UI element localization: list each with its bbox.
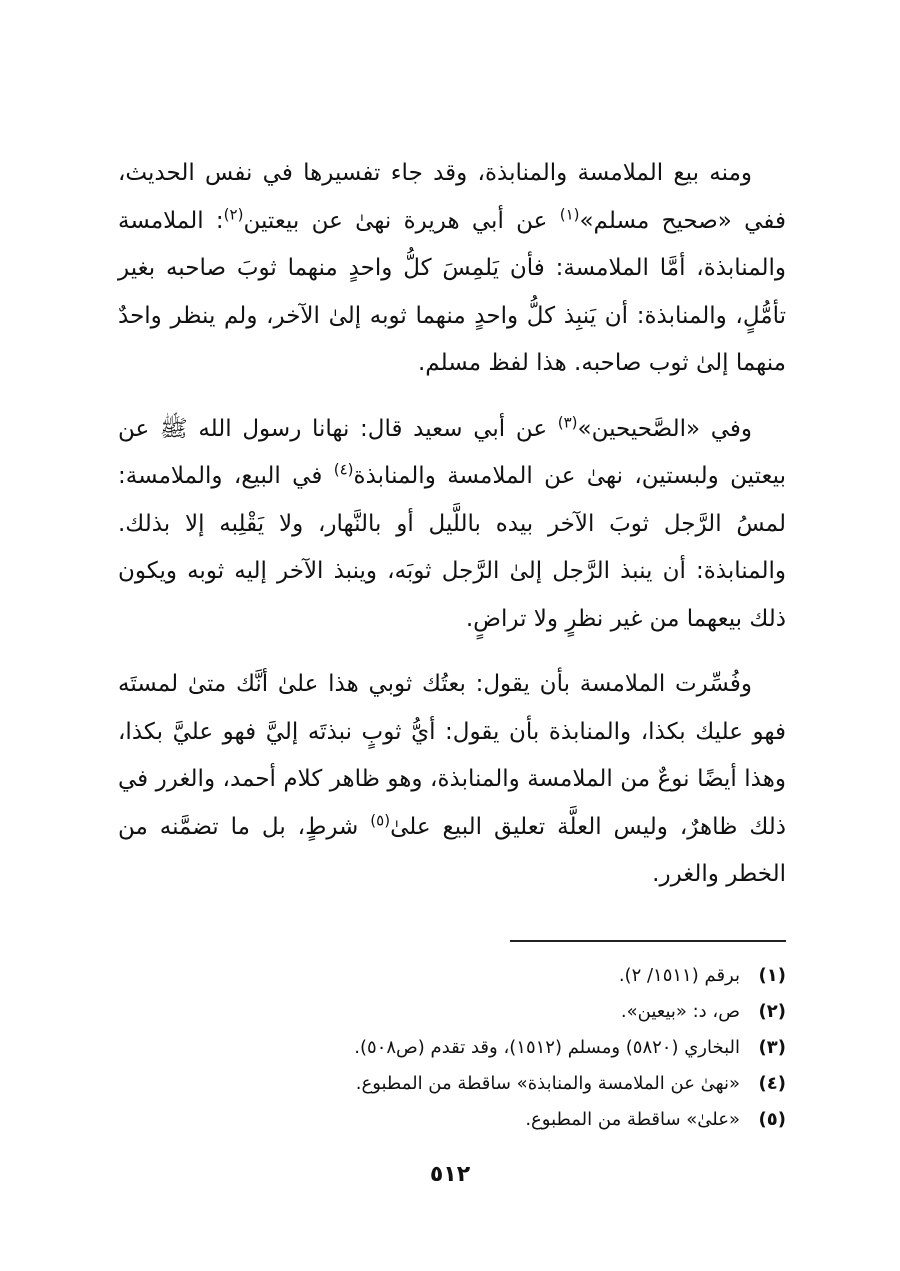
footnote [118,958,786,994]
footnote [118,1066,786,1102]
text-segment: ومنه بيع الملامسة والمنابذة، وقد جاء تفسيرها في نفس الحديث، ففي «صحيح مسلم» [118,160,786,234]
footnote-reference: (٣) [557,412,578,431]
footnote-text: برقم (١٥١١/ ٢). [618,965,740,986]
footnote-number: (٢) [758,1001,786,1022]
paragraph [118,661,786,899]
footnote-text: «نهىٰ عن الملامسة والمنابذة» ساقطة من المطبوع. [355,1073,740,1094]
footnote-divider [510,940,786,942]
footnote-reference: (٥) [370,810,391,829]
footnote-text: ص، د: «بيعين». [620,1001,740,1022]
footnote-reference: (١) [559,204,580,223]
footnote [118,994,786,1030]
footnote-number: (٣) [758,1037,786,1058]
footnote-number: (١) [758,965,786,986]
text-segment: عن أبي هريرة نهىٰ عن بيعتين [243,207,560,234]
footnotes [118,958,786,1138]
text-segment: : الملامسة والمنابذة، أمَّا الملامسة: فأن يَلمِسَ كلُّ واحدٍ منهما ثوبَ صاحبه بغير تأمُّلٍ، والمنابذة: أن يَنبِذ كلُّ واحدٍ منهما ثوبه إلىٰ الآخر، ولم ينظر واحدٌ منهما إلىٰ ثوب صاحبه. هذا لفظ مسلم. [118,207,786,376]
main-text [118,150,786,917]
footnote-number: (٥) [758,1109,786,1130]
text-segment: وفي «الصَّحيحين» [577,415,752,442]
text-segment: وفُسِّرت الملامسة بأن يقول: بعتُك ثوبي هذا علىٰ أنَّك متىٰ لمستَه فهو عليك بكذا، والمنابذة بأن يقول: أيُّ ثوبٍ نبذتَه إليَّ فهو عليَّ بكذا، وهذا أيضًا نوعٌ من الملامسة والمنابذة، وهو ظاهر كلام أحمد، والغرر في ذلك ظاهرٌ، وليس العلَّة تعليق البيع علىٰ [118,671,786,840]
page-number: ٥١٢ [429,1162,471,1187]
text-segment: شرطٍ، بل ما تضمَّنه من الخطر والغرر. [118,813,786,887]
text-segment: عن أبي سعيد قال: نهانا رسول الله ﷺ عن بيعتين ولبستين، نهىٰ عن الملامسة والمنابذة [118,415,786,489]
footnote [118,1102,786,1138]
paragraph [118,150,786,388]
footnote [118,1030,786,1066]
footnote-text: البخاري (٥٨٢٠) ومسلم (١٥١٢)، وقد تقدم (ص٥٠٨). [354,1037,740,1058]
footnote-text: «علىٰ» ساقطة من المطبوع. [525,1109,740,1130]
footnote-number: (٤) [758,1073,786,1094]
footnote-reference: (٢) [223,204,244,223]
footnote-reference: (٤) [333,460,354,479]
paragraph [118,406,786,644]
text-segment: في البيع، والملامسة: لمسُ الرَّجل ثوبَ الآخر بيده باللَّيل أو بالنَّهار، ولا يَقْلِبه إلا بذلك. والمنابذة: أن ينبذ الرَّجل إلىٰ الرَّجل ثوبَه، وينبذ الآخر إليه ثوبه ويكون ذلك بيعهما من غير نظرٍ ولا تراضٍ. [118,463,786,632]
